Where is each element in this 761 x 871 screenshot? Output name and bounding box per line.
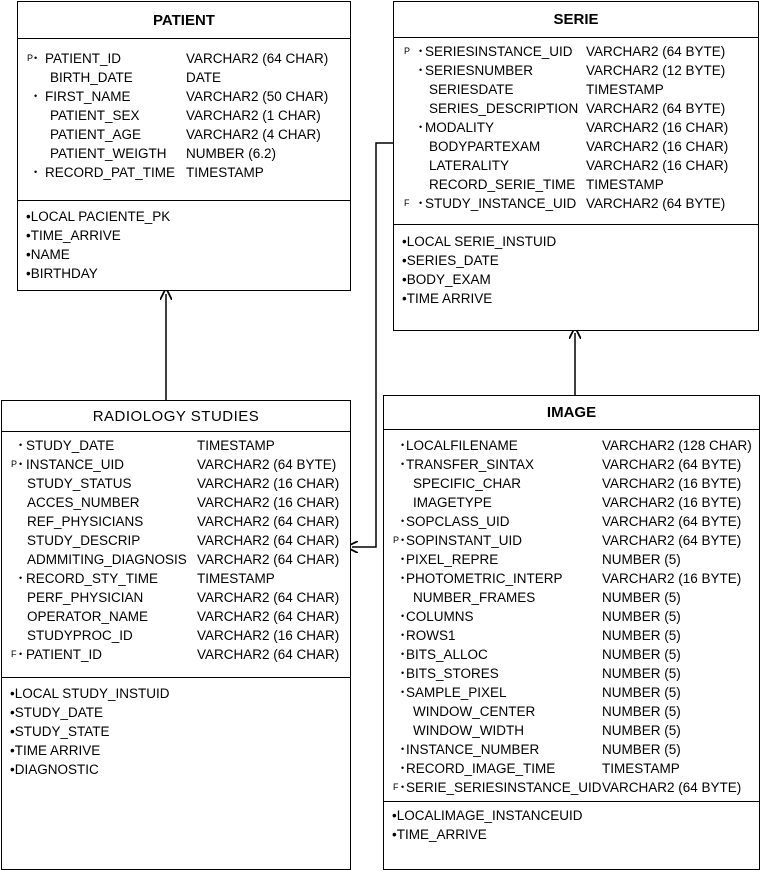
column-name: SERIE_SERIESINSTANCE_UID xyxy=(406,780,602,795)
column-name: INSTANCE_NUMBER xyxy=(406,742,540,757)
column-name: ROWS1 xyxy=(406,628,456,643)
studies-entity xyxy=(1,400,351,870)
column-type: NUMBER (5) xyxy=(602,590,681,605)
column-row xyxy=(2,588,350,607)
column-type: VARCHAR2 (16 CHAR) xyxy=(197,495,340,510)
column-type: DATE xyxy=(186,70,222,85)
column-type: NUMBER (5) xyxy=(602,628,681,643)
column-type: VARCHAR2 (4 CHAR) xyxy=(186,127,321,142)
studies-columns xyxy=(2,432,350,678)
column-row xyxy=(384,759,759,778)
mandatory-bullet: • xyxy=(419,198,423,208)
mandatory-bullet: • xyxy=(401,535,405,545)
mandatory-bullet: • xyxy=(401,687,405,697)
column-row xyxy=(2,626,350,645)
key-row xyxy=(2,703,350,722)
key-row xyxy=(18,207,350,226)
column-name: STUDYPROC_ID xyxy=(27,628,133,643)
column-name: RECORD_PAT_TIME xyxy=(45,165,176,180)
key-label: •TIME ARRIVE xyxy=(10,743,101,758)
column-name: SERIESINSTANCE_UID xyxy=(425,44,573,59)
column-type: VARCHAR2 (16 BYTE) xyxy=(602,476,742,491)
column-name: OPERATOR_NAME xyxy=(27,609,149,624)
column-row xyxy=(384,702,759,721)
mandatory-bullet: • xyxy=(419,46,423,56)
column-name: RECORD_STY_TIME xyxy=(26,571,159,586)
column-name: BODYPARTEXAM xyxy=(429,139,541,154)
column-type: TIMESTAMP xyxy=(186,165,264,180)
key-row xyxy=(18,245,350,264)
mandatory-bullet: • xyxy=(401,459,405,469)
column-name: ACCES_NUMBER xyxy=(27,495,140,510)
column-name: WINDOW_WIDTH xyxy=(413,723,524,738)
serie-title: SERIE xyxy=(394,2,758,38)
column-row xyxy=(394,194,758,213)
mandatory-bullet: • xyxy=(401,573,405,583)
column-name: ADMMITING_DIAGNOSIS xyxy=(27,552,187,567)
key-row xyxy=(394,289,758,308)
column-row xyxy=(384,550,759,569)
column-type: VARCHAR2 (16 CHAR) xyxy=(197,476,340,491)
column-name: SAMPLE_PIXEL xyxy=(406,685,507,700)
key-label: •LOCAL PACIENTE_PK xyxy=(26,209,171,224)
column-row xyxy=(384,512,759,531)
column-row xyxy=(2,550,350,569)
column-row xyxy=(18,163,350,182)
column-row xyxy=(394,175,758,194)
column-row xyxy=(2,569,350,588)
mandatory-bullet: • xyxy=(401,782,405,792)
mandatory-bullet: • xyxy=(401,763,405,773)
column-row xyxy=(2,474,350,493)
key-flag: P xyxy=(404,46,411,56)
column-name: NUMBER_FRAMES xyxy=(413,590,536,605)
key-label: •LOCAL STUDY_INSTUID xyxy=(10,686,170,701)
mandatory-bullet: • xyxy=(419,65,423,75)
column-name: STUDY_DESCRIP xyxy=(27,533,141,548)
column-type: VARCHAR2 (16 BYTE) xyxy=(602,495,742,510)
column-row xyxy=(384,436,759,455)
column-row xyxy=(18,49,350,68)
column-row xyxy=(394,61,758,80)
column-type: VARCHAR2 (64 CHAR) xyxy=(197,533,340,548)
column-row xyxy=(394,80,758,99)
column-row xyxy=(394,99,758,118)
image-columns xyxy=(384,430,759,802)
column-name: PATIENT_WEIGTH xyxy=(50,146,167,161)
column-name: WINDOW_CENTER xyxy=(413,704,536,719)
column-name: PIXEL_REPRE xyxy=(406,552,499,567)
serie-entity xyxy=(393,1,759,331)
key-flag: F xyxy=(393,782,399,792)
patient-columns xyxy=(18,39,350,201)
column-name: PATIENT_ID xyxy=(26,647,103,662)
key-row xyxy=(18,226,350,245)
column-name: BIRTH_DATE xyxy=(50,70,133,85)
column-type: VARCHAR2 (64 BYTE) xyxy=(602,533,742,548)
column-row xyxy=(384,569,759,588)
column-type: VARCHAR2 (64 BYTE) xyxy=(602,457,742,472)
column-type: VARCHAR2 (16 CHAR) xyxy=(586,120,729,135)
column-name: BITS_STORES xyxy=(406,666,499,681)
column-name: SERIESNUMBER xyxy=(425,63,534,78)
column-name: SPECIFIC_CHAR xyxy=(413,476,522,491)
column-type: VARCHAR2 (64 BYTE) xyxy=(586,196,726,211)
column-row xyxy=(384,664,759,683)
mandatory-bullet: • xyxy=(34,167,38,177)
mandatory-bullet: • xyxy=(19,459,23,469)
column-type: VARCHAR2 (16 CHAR) xyxy=(586,139,729,154)
mandatory-bullet: • xyxy=(19,573,23,583)
column-type: NUMBER (5) xyxy=(602,742,681,757)
column-type: VARCHAR2 (64 BYTE) xyxy=(586,44,726,59)
column-row xyxy=(384,683,759,702)
key-flag: P xyxy=(11,459,18,469)
mandatory-bullet: • xyxy=(401,516,405,526)
column-type: VARCHAR2 (64 BYTE) xyxy=(602,514,742,529)
column-row xyxy=(18,125,350,144)
column-type: TIMESTAMP xyxy=(197,438,275,453)
key-row xyxy=(394,270,758,289)
column-row xyxy=(394,156,758,175)
column-row xyxy=(384,455,759,474)
column-name: BITS_ALLOC xyxy=(406,647,488,662)
column-type: TIMESTAMP xyxy=(602,761,680,776)
column-row xyxy=(384,493,759,512)
column-type: VARCHAR2 (64 CHAR) xyxy=(197,590,340,605)
column-row xyxy=(384,645,759,664)
column-row xyxy=(384,607,759,626)
key-label: •DIAGNOSTIC xyxy=(10,762,99,777)
key-flag: P xyxy=(27,53,34,63)
column-type: NUMBER (5) xyxy=(602,666,681,681)
mandatory-bullet: • xyxy=(401,554,405,564)
key-label: •BIRTHDAY xyxy=(26,266,98,281)
column-row xyxy=(18,106,350,125)
key-label: •TIME_ARRIVE xyxy=(26,228,121,243)
column-name: STUDY_INSTANCE_UID xyxy=(425,196,577,211)
column-row xyxy=(18,87,350,106)
column-type: VARCHAR2 (12 BYTE) xyxy=(586,63,726,78)
patient-entity xyxy=(17,1,351,291)
column-type: NUMBER (5) xyxy=(602,704,681,719)
column-name: TRANSFER_SINTAX xyxy=(406,457,535,472)
column-type: TIMESTAMP xyxy=(197,571,275,586)
key-label: •STUDY_DATE xyxy=(10,705,103,720)
key-label: •STUDY_STATE xyxy=(10,724,110,739)
mandatory-bullet: • xyxy=(401,744,405,754)
key-row xyxy=(18,264,350,283)
column-type: TIMESTAMP xyxy=(586,82,664,97)
column-row xyxy=(2,493,350,512)
image-entity xyxy=(383,395,760,870)
mandatory-bullet: • xyxy=(34,53,38,63)
column-row xyxy=(384,588,759,607)
column-row xyxy=(2,607,350,626)
column-type: VARCHAR2 (128 CHAR) xyxy=(602,438,752,453)
key-label: •NAME xyxy=(26,247,70,262)
mandatory-bullet: • xyxy=(19,649,23,659)
column-name: INSTANCE_UID xyxy=(26,457,125,472)
column-row xyxy=(2,645,350,664)
column-type: VARCHAR2 (16 CHAR) xyxy=(197,628,340,643)
key-flag: F xyxy=(404,198,410,208)
mandatory-bullet: • xyxy=(401,649,405,659)
column-row xyxy=(384,626,759,645)
key-label: •LOCAL SERIE_INSTUID xyxy=(402,234,557,249)
column-row xyxy=(2,531,350,550)
column-name: COLUMNS xyxy=(406,609,474,624)
column-type: VARCHAR2 (64 CHAR) xyxy=(197,552,340,567)
column-type: VARCHAR2 (64 CHAR) xyxy=(197,647,340,662)
mandatory-bullet: • xyxy=(401,630,405,640)
column-type: VARCHAR2 (64 BYTE) xyxy=(197,457,337,472)
column-row xyxy=(394,137,758,156)
column-name: FIRST_NAME xyxy=(45,89,131,104)
key-label: •TIME ARRIVE xyxy=(402,291,493,306)
column-row xyxy=(384,778,759,797)
column-row xyxy=(384,474,759,493)
column-name: PATIENT_SEX xyxy=(50,108,140,123)
column-type: VARCHAR2 (16 BYTE) xyxy=(602,571,742,586)
key-label: •TIME_ARRIVE xyxy=(392,827,487,842)
column-type: VARCHAR2 (64 CHAR) xyxy=(197,514,340,529)
column-row xyxy=(2,436,350,455)
patient-title: PATIENT xyxy=(18,2,350,39)
column-type: VARCHAR2 (64 BYTE) xyxy=(602,780,742,795)
column-type: VARCHAR2 (64 CHAR) xyxy=(186,51,329,66)
column-type: NUMBER (5) xyxy=(602,609,681,624)
column-name: LOCALFILENAME xyxy=(406,438,518,453)
column-name: LATERALITY xyxy=(429,158,510,173)
column-row xyxy=(394,42,758,61)
column-row xyxy=(384,740,759,759)
column-row xyxy=(18,68,350,87)
column-type: NUMBER (5) xyxy=(602,647,681,662)
column-name: MODALITY xyxy=(425,120,495,135)
column-type: NUMBER (6.2) xyxy=(186,146,277,161)
column-row xyxy=(384,721,759,740)
column-name: IMAGETYPE xyxy=(413,495,492,510)
column-type: VARCHAR2 (64 BYTE) xyxy=(586,101,726,116)
key-flag: P xyxy=(393,535,400,545)
key-label: •SERIES_DATE xyxy=(402,253,499,268)
mandatory-bullet: • xyxy=(401,440,405,450)
mandatory-bullet: • xyxy=(19,440,23,450)
key-row xyxy=(2,722,350,741)
column-name: RECORD_IMAGE_TIME xyxy=(406,761,556,776)
column-row xyxy=(394,118,758,137)
column-name: SERIES_DESCRIPTION xyxy=(429,101,579,116)
mandatory-bullet: • xyxy=(401,611,405,621)
key-row xyxy=(394,232,758,251)
column-name: SOPINSTANT_UID xyxy=(406,533,523,548)
column-type: VARCHAR2 (50 CHAR) xyxy=(186,89,329,104)
key-label: •LOCALIMAGE_INSTANCEUID xyxy=(392,808,583,823)
column-name: REF_PHYSICIANS xyxy=(27,514,144,529)
column-type: TIMESTAMP xyxy=(586,177,664,192)
column-type: NUMBER (5) xyxy=(602,552,681,567)
column-type: NUMBER (5) xyxy=(602,723,681,738)
column-name: PERF_PHYSICIAN xyxy=(27,590,144,605)
column-type: VARCHAR2 (16 CHAR) xyxy=(586,158,729,173)
column-type: VARCHAR2 (1 CHAR) xyxy=(186,108,321,123)
key-row xyxy=(2,741,350,760)
column-type: VARCHAR2 (64 CHAR) xyxy=(197,609,340,624)
column-name: PATIENT_ID xyxy=(45,51,122,66)
key-flag: F xyxy=(11,649,17,659)
column-row xyxy=(2,512,350,531)
column-row xyxy=(384,531,759,550)
column-row xyxy=(18,144,350,163)
mandatory-bullet: • xyxy=(419,122,423,132)
image-title: IMAGE xyxy=(384,396,759,430)
column-type: NUMBER (5) xyxy=(602,685,681,700)
key-row xyxy=(394,251,758,270)
column-name: SOPCLASS_UID xyxy=(406,514,510,529)
mandatory-bullet: • xyxy=(401,668,405,678)
column-name: PHOTOMETRIC_INTERP xyxy=(406,571,563,586)
column-name: PATIENT_AGE xyxy=(50,127,142,142)
studies-title: RADIOLOGY STUDIES xyxy=(2,401,350,432)
key-row xyxy=(2,760,350,779)
column-name: SERIESDATE xyxy=(429,82,514,97)
serie-columns xyxy=(394,38,758,225)
key-row xyxy=(2,684,350,703)
mandatory-bullet: • xyxy=(34,91,38,101)
column-name: RECORD_SERIE_TIME xyxy=(429,177,576,192)
column-name: STUDY_STATUS xyxy=(27,476,132,491)
column-name: STUDY_DATE xyxy=(26,438,115,453)
key-label: •BODY_EXAM xyxy=(402,272,491,287)
column-row xyxy=(2,455,350,474)
key-row xyxy=(384,806,759,825)
key-row xyxy=(384,825,759,844)
